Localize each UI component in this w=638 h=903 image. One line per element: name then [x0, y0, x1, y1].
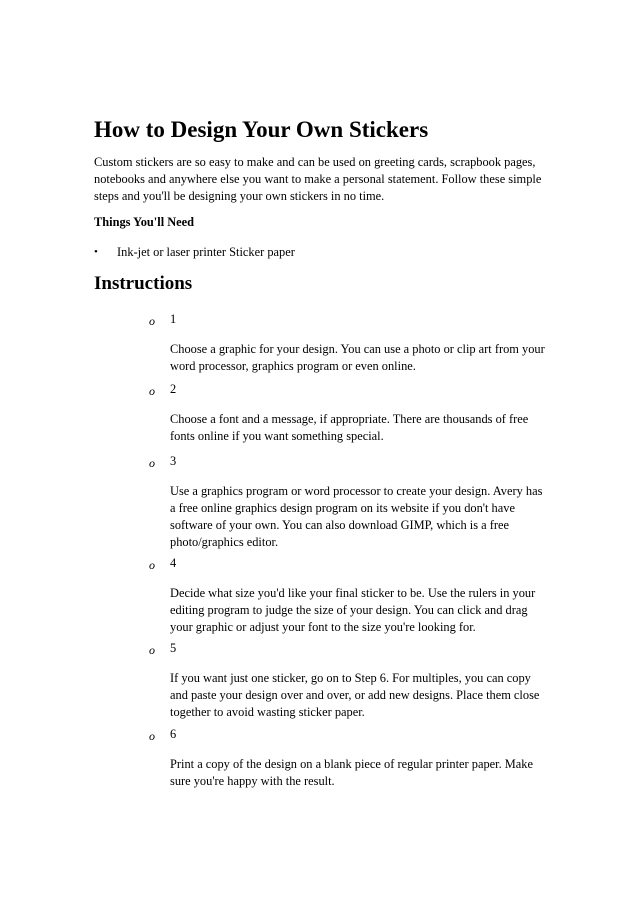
step-text: Choose a graphic for your design. You can use a photo or clip art from your word processor, graphics program or even online. [170, 342, 545, 373]
bullet-icon: • [94, 246, 98, 258]
hollow-bullet-icon: o [149, 456, 155, 470]
step-number: 3 [170, 454, 177, 468]
hollow-bullet-icon: o [149, 384, 155, 398]
intro-paragraph: Custom stickers are so easy to make and can be used on greeting cards, scrapbook pages, notebooks and anywhere else you want to make a personal statement. Follow these simple steps and you'll be designing your own stickers in no time. [94, 155, 542, 203]
step-number: 4 [170, 556, 177, 570]
things-you-need-heading: Things You'll Need [94, 215, 195, 229]
hollow-bullet-icon: o [149, 558, 155, 572]
hollow-bullet-icon: o [149, 314, 155, 328]
step-number: 6 [170, 727, 177, 741]
hollow-bullet-icon: o [149, 729, 155, 743]
things-you-need-list [94, 244, 295, 261]
page-title: How to Design Your Own Stickers [94, 117, 429, 142]
instructions-heading: Instructions [94, 273, 193, 294]
step-number: 5 [170, 641, 177, 655]
things-you-need-item [94, 244, 295, 261]
step-number: 2 [170, 382, 177, 396]
step-text: Decide what size you'd like your final sticker to be. Use the rulers in your editing program to judge the size of your design. You can click and drag your graphic or adjust your font to the size you're looking for. [170, 586, 536, 634]
step-text: Choose a font and a message, if appropriate. There are thousands of free fonts online if you want something special. [170, 412, 529, 443]
step-text: Print a copy of the design on a blank piece of regular printer paper. Make sure you're happy with the result. [170, 757, 533, 788]
things-you-need-item-text: Ink-jet or laser printer Sticker paper [117, 245, 295, 259]
step-text: If you want just one sticker, go on to Step 6. For multiples, you can copy and paste your design over and over, or add new designs. Place them close together to avoid wasting sticker paper. [170, 671, 540, 719]
hollow-bullet-icon: o [149, 643, 155, 657]
step-number: 1 [170, 312, 177, 326]
step-text: Use a graphics program or word processor to create your design. Avery has a free online graphics design program on its website if you don't have software of your own. You can also download GIMP, which is a free photo/graphics editor. [170, 484, 543, 549]
